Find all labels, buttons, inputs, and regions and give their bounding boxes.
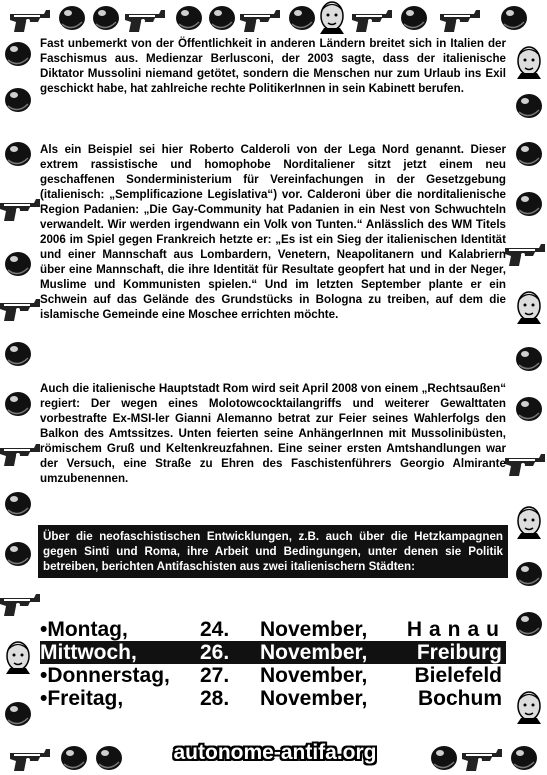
lemon-icon	[516, 94, 542, 118]
lemon-icon	[209, 6, 235, 30]
lemon-icon	[5, 88, 31, 112]
lemon-icon	[516, 612, 542, 636]
date-number: 26.	[200, 641, 230, 664]
pistol-icon	[0, 444, 40, 466]
lemon-icon	[5, 252, 31, 276]
pistol-icon	[352, 10, 392, 32]
month-label: November,	[260, 641, 368, 664]
pistol-icon	[0, 594, 40, 616]
day-label: •Montag,	[40, 618, 128, 641]
pistol-icon	[0, 199, 40, 221]
lemon-icon	[401, 6, 427, 30]
month-label: November,	[260, 664, 368, 687]
pistol-icon	[10, 749, 50, 771]
lemon-icon	[289, 6, 315, 30]
face-icon	[517, 692, 541, 724]
lemon-icon	[511, 746, 537, 770]
pistol-icon	[0, 299, 40, 321]
pistol-icon	[125, 10, 165, 32]
lemon-icon	[5, 542, 31, 566]
month-label: November,	[260, 618, 368, 641]
city-label: Freiburg	[416, 641, 502, 664]
lemon-icon	[176, 6, 202, 30]
day-label: •Freitag,	[40, 687, 124, 710]
pistol-icon	[240, 10, 280, 32]
lemon-icon	[93, 6, 119, 30]
lemon-icon	[5, 392, 31, 416]
face-icon	[517, 507, 541, 539]
lemon-icon	[59, 6, 85, 30]
announcement-text: Über die neofaschistischen Entwicklungen, z.B. auch über die Hetzkampagnen gegen Sinti und Roma, ihre Arbeit und Bedingungen, unter denen sie Politik betreiben, berichten Antifaschisten aus zwei italienischern Städten:	[43, 530, 503, 573]
date-row-bochum	[40, 687, 506, 710]
lemon-icon	[5, 492, 31, 516]
lemon-icon	[516, 397, 542, 421]
face-icon	[6, 642, 30, 674]
face-icon	[320, 2, 344, 34]
city-label: Bielefeld	[414, 664, 502, 687]
date-row-bielefeld	[40, 664, 506, 687]
city-label: Hanau	[406, 618, 506, 641]
month-label: November,	[260, 687, 368, 710]
date-number: 24.	[200, 618, 230, 641]
lemon-icon	[5, 702, 31, 726]
lemon-icon	[5, 142, 31, 166]
lemon-icon	[501, 6, 527, 30]
pistol-icon	[505, 454, 545, 476]
city-label: Bochum	[418, 687, 502, 710]
announcement-box	[38, 525, 508, 578]
day-label: Mittwoch,	[40, 641, 137, 664]
lemon-icon	[516, 562, 542, 586]
date-row-freiburg	[40, 641, 506, 664]
paragraph-rome: Auch die italienische Hauptstadt Rom wird seit April 2008 von einem „Rechtsaußen“ regiert: Der wegen eines Molotowcocktailangriffs und weiterer Gewalttaten vorbestrafte Ex-MSI-ler Gianni Alemanno betrat zur Feier seines Wahlerfolgs den Balkon des Amtssitzes. Unten feierten seine AnhängerInnen mit Mussolinibüsten, römischem Gruß und Keltenkreuzfahnen. Eine seiner ersten Amtshandlungen war der Versuch, eine Straße zu Ehren des Faschistenführers Georgio Almirante umzubenennen.	[40, 382, 506, 485]
paragraph-intro: Fast unbemerkt von der Öffentlichkeit in anderen Ländern breitet sich in Italien der Faschismus aus. Medienzar Berlusconi, der 2003 sagte, dass der italienische Diktator Mussolini niemand getötet, sondern die Menschen nur zum Urlaub ins Exil geschickt habe, hat zahlreiche rechte PolitikerInnen in sein Kabinett berufen.	[40, 37, 506, 95]
lemon-icon	[516, 347, 542, 371]
pistol-icon	[440, 10, 480, 32]
date-row-hanau	[40, 618, 506, 641]
lemon-icon	[516, 192, 542, 216]
day-label: •Donnerstag,	[40, 664, 170, 687]
lemon-icon	[5, 342, 31, 366]
lemon-icon	[96, 746, 122, 770]
face-icon	[517, 47, 541, 79]
website-url: autonome-antifa.org	[173, 741, 377, 764]
date-number: 28.	[200, 687, 230, 710]
pistol-icon	[462, 749, 502, 771]
paragraph-calderoli: Als ein Beispiel sei hier Roberto Calderoli von der Lega Nord genannt. Dieser extrem rassistische und homophobe Norditaliener sitzt jetzt einem neu geschaffenen Sonderministerium für Vereinfachungen in der Gesetzgebung (italienisch: „Semplificazione Legislativa“) vor. Calderoni über die norditalienische Region Padanien: „Die Gay-Community hat Padanien in ein Nest von Schwuchteln verwandelt. Wir werden irgendwann ein Volk von Tunten.“ Anlässlich des WM Titels 2006 im Spiel gegen Frankreich hetzte er: „Es ist ein Sieg der italienischen Identität und einer Mannschaft aus Lombardern, Venetern, Neapolitanern und Kalabriern über eine Mannschaft, die ihre Identität für Resultate geopfert hat und in der Neger, Muslime und Kommunisten spielen.“ Und im letzten September plante er ein Schwein auf das Gelände des Grundstücks in Bologna zu treiben, auf dem die islamische Gemeinde eine Moschee errichten möchte.	[40, 143, 506, 321]
date-number: 27.	[200, 664, 230, 687]
pistol-icon	[10, 10, 50, 32]
face-icon	[517, 292, 541, 324]
pistol-icon	[505, 244, 545, 266]
lemon-icon	[61, 746, 87, 770]
lemon-icon	[516, 142, 542, 166]
event-dates	[40, 618, 506, 710]
lemon-icon	[431, 746, 457, 770]
lemon-icon	[5, 42, 31, 66]
